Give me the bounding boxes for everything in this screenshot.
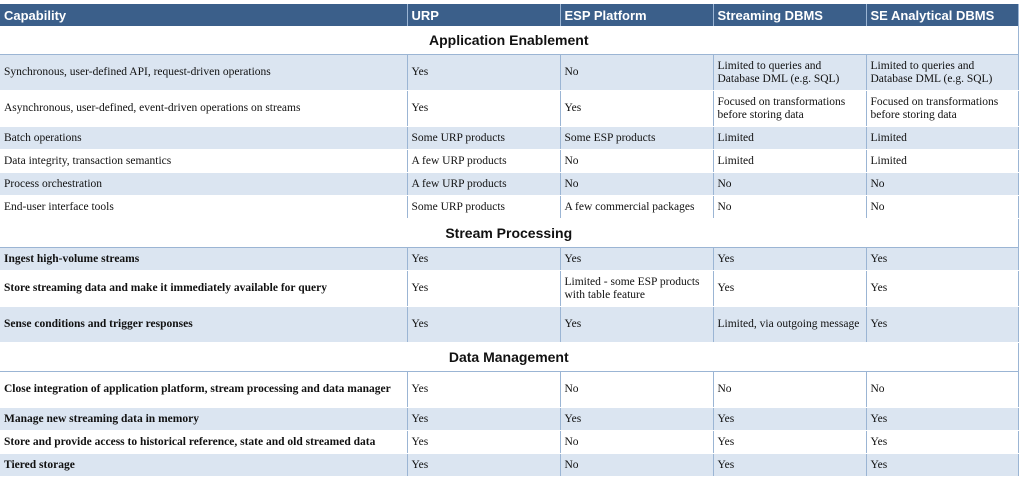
table-cell: Close integration of application platform, stream processing and data manager: [0, 372, 407, 408]
table-cell: No: [560, 55, 713, 91]
table-row: [0, 372, 1018, 408]
table-cell: Yes: [866, 307, 1018, 343]
table-cell: Limited: [713, 150, 866, 173]
table-cell: A few commercial packages: [560, 196, 713, 219]
table-cell: Limited to queries and Database DML (e.g. SQL): [866, 55, 1018, 91]
table-cell: No: [560, 173, 713, 196]
table-cell: No: [560, 150, 713, 173]
table-cell: Limited to queries and Database DML (e.g. SQL): [713, 55, 866, 91]
table-cell: No: [713, 196, 866, 219]
table-cell: Limited - some ESP products with table feature: [560, 271, 713, 307]
table-cell: Some URP products: [407, 196, 560, 219]
table-row: [0, 55, 1018, 91]
table-cell: Focused on transformations before storing data: [866, 91, 1018, 127]
table-cell: A few URP products: [407, 150, 560, 173]
table-cell: No: [866, 173, 1018, 196]
table-cell: Yes: [560, 91, 713, 127]
table-cell: Yes: [407, 431, 560, 454]
header-esp-platform: ESP Platform: [560, 4, 713, 26]
table-row: [0, 431, 1018, 454]
table-cell: Yes: [560, 408, 713, 431]
table-cell: Limited: [866, 150, 1018, 173]
table-cell: No: [560, 454, 713, 477]
table-cell: Limited: [866, 127, 1018, 150]
table-cell: Yes: [713, 271, 866, 307]
table-cell: No: [713, 173, 866, 196]
table-cell: Ingest high-volume streams: [0, 248, 407, 271]
table-cell: Yes: [407, 55, 560, 91]
table-cell: No: [560, 431, 713, 454]
table-cell: Process orchestration: [0, 173, 407, 196]
table-cell: Synchronous, user-defined API, request-driven operations: [0, 55, 407, 91]
table-cell: No: [866, 196, 1018, 219]
table-cell: Data integrity, transaction semantics: [0, 150, 407, 173]
table-cell: Yes: [560, 248, 713, 271]
table-cell: Tiered storage: [0, 454, 407, 477]
table-row: [0, 196, 1018, 219]
table-row: [0, 271, 1018, 307]
table-cell: Batch operations: [0, 127, 407, 150]
table-cell: Yes: [866, 431, 1018, 454]
table-cell: Yes: [713, 454, 866, 477]
table-row: [0, 248, 1018, 271]
header-se-analytical-dbms: SE Analytical DBMS: [866, 4, 1018, 26]
table-cell: Yes: [866, 271, 1018, 307]
table-cell: Yes: [866, 248, 1018, 271]
table-cell: Yes: [713, 431, 866, 454]
table-cell: A few URP products: [407, 173, 560, 196]
table-header-row: [0, 4, 1018, 26]
table-cell: Store and provide access to historical reference, state and old streamed data: [0, 431, 407, 454]
table-row: [0, 91, 1018, 127]
table-cell: Yes: [407, 307, 560, 343]
table-cell: Yes: [866, 454, 1018, 477]
table-row: [0, 408, 1018, 431]
table-cell: Asynchronous, user-defined, event-driven operations on streams: [0, 91, 407, 127]
table-cell: Yes: [407, 91, 560, 127]
table-row: [0, 127, 1018, 150]
section-header-row: [0, 219, 1018, 248]
table-cell: Some URP products: [407, 127, 560, 150]
table-cell: Yes: [407, 372, 560, 408]
comparison-table-container: [0, 4, 1018, 477]
table-cell: Yes: [713, 248, 866, 271]
table-cell: Store streaming data and make it immediately available for query: [0, 271, 407, 307]
table-cell: Limited: [713, 127, 866, 150]
table-cell: Yes: [407, 454, 560, 477]
table-row: [0, 454, 1018, 477]
table-cell: Yes: [560, 307, 713, 343]
table-cell: Yes: [866, 408, 1018, 431]
section-title: Application Enablement: [0, 26, 1018, 55]
table-cell: Yes: [713, 408, 866, 431]
table-cell: Some ESP products: [560, 127, 713, 150]
table-cell: No: [713, 372, 866, 408]
section-title: Stream Processing: [0, 219, 1018, 248]
table-row: [0, 307, 1018, 343]
section-header-row: [0, 343, 1018, 372]
table-cell: Limited, via outgoing message: [713, 307, 866, 343]
capability-comparison-table: [0, 4, 1019, 477]
section-title: Data Management: [0, 343, 1018, 372]
header-capability: Capability: [0, 4, 407, 26]
table-cell: Focused on transformations before storing data: [713, 91, 866, 127]
header-streaming-dbms: Streaming DBMS: [713, 4, 866, 26]
table-cell: Manage new streaming data in memory: [0, 408, 407, 431]
table-cell: No: [560, 372, 713, 408]
table-cell: Sense conditions and trigger responses: [0, 307, 407, 343]
table-cell: End-user interface tools: [0, 196, 407, 219]
table-cell: No: [866, 372, 1018, 408]
table-row: [0, 173, 1018, 196]
header-urp: URP: [407, 4, 560, 26]
table-cell: Yes: [407, 408, 560, 431]
table-cell: Yes: [407, 271, 560, 307]
table-cell: Yes: [407, 248, 560, 271]
table-row: [0, 150, 1018, 173]
section-header-row: [0, 26, 1018, 55]
